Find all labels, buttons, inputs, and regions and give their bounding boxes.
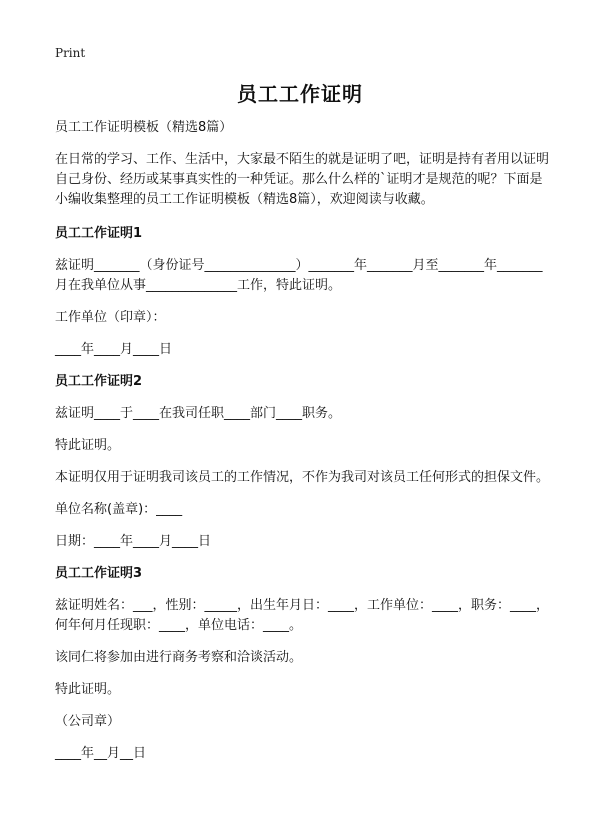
page-title: 员工工作证明 (237, 82, 363, 106)
section1-line-2: 工作单位（印章）： (55, 310, 166, 325)
section-heading-1: 员工工作证明1 (55, 226, 143, 241)
section3-line-1: 兹证明姓名：___，性别：_____，出生年月日：____，工作单位：____，职务：____，何年何月任现职：____，单位电话：____。 (55, 598, 550, 633)
section2-line-2: 特此证明。 (55, 438, 121, 453)
document-body (55, 118, 555, 764)
subtitle: 员工工作证明模板（精选8篇） (55, 120, 233, 135)
section2-line-4: 单位名称(盖章)：____ (55, 502, 183, 517)
section3-line-2: 该同仁将参加由进行商务考察和洽谈活动。 (55, 650, 303, 665)
section2-line-5: 日期：____年____月____日 (55, 534, 212, 549)
section1-line-3: ____年____月____日 (55, 342, 173, 357)
section3-line-5: ____年__月__日 (55, 746, 147, 761)
section-heading-2: 员工工作证明2 (55, 374, 143, 389)
section2-line-3: 本证明仅用于证明我司该员工的工作情况，不作为我司对该员工任何形式的担保文件。 (55, 470, 550, 485)
intro-paragraph: 在日常的学习、工作、生活中，大家最不陌生的就是证明了吧，证明是持有者用以证明自己身份、经历或某事真实性的一种凭证。那么什么样的`证明才是规范的呢？下面是小编收集整理的员工工作证明模板（精选8篇），欢迎阅读与收藏。 (55, 152, 550, 207)
section-heading-3: 员工工作证明3 (55, 566, 143, 581)
section3-line-4: （公司章） (55, 714, 121, 729)
print-link[interactable]: Print (55, 46, 86, 60)
section1-line-1: 兹证明_______（身份证号______________）_______年_______月至_______年_______月在我单位从事______________工作，特此证明。 (55, 258, 543, 293)
section3-line-3: 特此证明。 (55, 682, 121, 697)
section2-line-1: 兹证明____于____在我司任职____部门____职务。 (55, 406, 342, 421)
